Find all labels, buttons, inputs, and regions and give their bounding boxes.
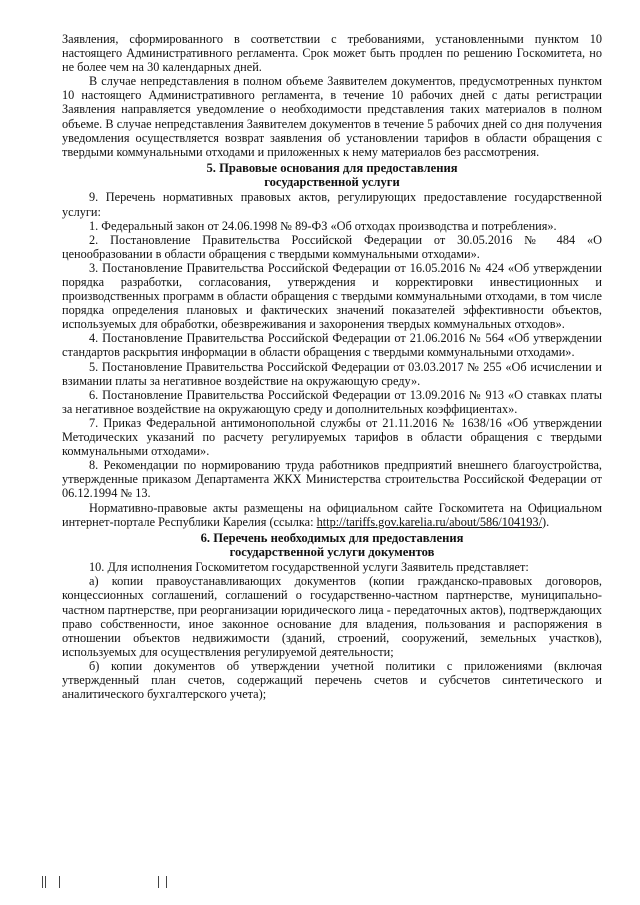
section-5-heading — [62, 161, 602, 190]
section-5-lead: 9. Перечень нормативных правовых актов, регулирующих предоставление государственной услуги: — [62, 190, 602, 219]
section-6-heading — [62, 531, 602, 560]
intro-paragraph-1: Заявления, сформированного в соответствии с требованиями, установленными пунктом 10 настоящего Административного регламента. Срок может быть продлен по решению Госкомитета, но не более чем на 30 календарных дней. — [62, 32, 602, 75]
portal-link[interactable]: http://tariffs.gov.karelia.ru/about/586/104193/ — [316, 514, 542, 529]
document-item: а) копии правоустанавливающих документов (копии гражданско-правовых договоров, концессионных соглашений, соглашений о государственно-частном партнерстве, муниципально-частном партнерстве, при реорганизации юридического лица - передаточных актов), подтверждающих право собственности, иное законное основание для владения, пользования и распоряжения в отношении объектов недвижимости (зданий, строений, сооружений, земельных участков), используемых для осуществления регулируемой деятельности; — [62, 574, 602, 659]
scan-marks — [40, 876, 240, 890]
section-5-title-line-2: государственной услуги — [264, 175, 400, 190]
legal-act-item: 1. Федеральный закон от 24.06.1998 № 89-ФЗ «Об отходах производства и потребления». — [89, 218, 557, 233]
legal-act-item: 6. Постановление Правительства Российской Федерации от 13.09.2016 № 913 «О ставках платы за негативное воздействие на окружающую среду и дополнительных коэффициентах». — [62, 387, 602, 416]
section-6-title-line-2: государственной услуги документов — [229, 544, 435, 559]
section-6-title-line-1: 6. Перечень необходимых для предоставления — [200, 530, 464, 545]
portal-paragraph — [62, 501, 602, 529]
portal-tail: ). — [542, 514, 550, 529]
legal-act-item: 7. Приказ Федеральной антимонопольной службы от 21.11.2016 № 1638/16 «Об утверждении Методических указаний по расчету регулируемых тарифов в области обращения с твердыми коммунальными отходами». — [62, 415, 602, 459]
legal-act-item: 3. Постановление Правительства Российской Федерации от 16.05.2016 № 424 «Об утверждении порядка разработки, согласования, утверждения и корректировки инвестиционных и производственных программ в области обращения с твердыми коммунальными отходами, в том числе порядка определения плановых и фактических значений показателей эффективности объектов, используемых для обработки, обезвреживания и захоронения твердых коммунальных отходов». — [62, 260, 602, 332]
portal-text: Нормативно-правовые акты размещены на официальном сайте Госкомитета на Официальном интернет-портале Республики Карелия (ссылка: — [62, 500, 602, 529]
legal-act-item: 2. Постановление Правительства Российской Федерации от 30.05.2016 № 484 «О ценообразовании в области обращения с твердыми коммунальными отходами». — [62, 232, 602, 261]
document-page — [62, 32, 602, 701]
document-item: б) копии документов об утверждении учетной политики с приложениями (включая утвержденный план счетов, содержащий перечень счетов и субсчетов синтетического и аналитического бухгалтерского учета); — [62, 658, 602, 702]
legal-act-item: 5. Постановление Правительства Российской Федерации от 03.03.2017 № 255 «Об исчислении и взимании платы за негативное воздействие на окружающую среду». — [62, 359, 602, 388]
intro-paragraph-2: В случае непредставления в полном объеме Заявителем документов, предусмотренных пунктом 10 настоящего Административного регламента, в течение 10 рабочих дней с даты регистрации Заявления направляется уведомление о необходимости представления таких материалов в полном объеме. В случае непредставления Заявителем документов в течение 5 рабочих дней со дня получения уведомления осуществляется возврат заявления об установлении тарифов в области обращения с твердыми коммунальными отходами и приложенных к нему материалов без рассмотрения. — [62, 74, 602, 159]
section-5-title-line-1: 5. Правовые основания для предоставления — [206, 160, 458, 175]
legal-act-item: 8. Рекомендации по нормированию труда работников предприятий внешнего благоустройства, утвержденные приказом Департамента ЖКХ Министерства строительства Российской Федерации от 06.12.1994 № 13. — [62, 458, 602, 501]
legal-act-item: 4. Постановление Правительства Российской Федерации от 21.06.2016 № 564 «Об утверждении стандартов раскрытия информации в области обращения с твердыми коммунальными отходами». — [62, 331, 602, 360]
section-6-lead: 10. Для исполнения Госкомитетом государственной услуги Заявитель представляет: — [89, 560, 529, 575]
